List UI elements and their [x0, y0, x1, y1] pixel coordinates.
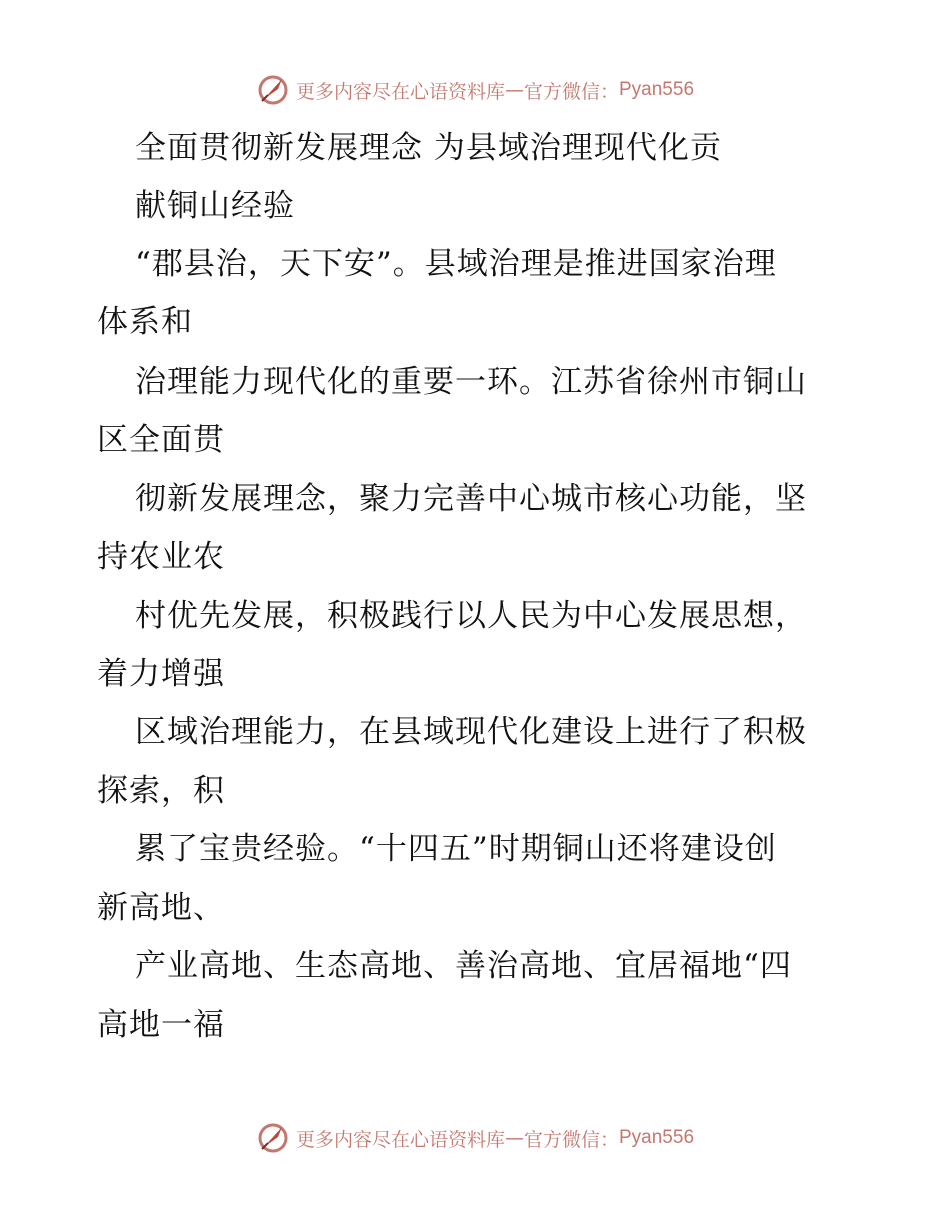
text-line: 村优先发展，积极践行以人民为中心发展思想， — [135, 598, 807, 634]
watermark-site-text: 更多内容尽在心语资料库 — [295, 80, 505, 103]
watermark-wechat-id: Pyan556 — [619, 1127, 695, 1148]
title-line: 献铜山经验 — [135, 188, 295, 224]
text-line: 彻新发展理念，聚力完善中心城市核心功能，坚 — [135, 481, 807, 517]
text-line: 探索，积 — [97, 773, 225, 809]
watermark-wechat-text: 官方微信： — [523, 1128, 619, 1151]
watermark-dash: — — [504, 1127, 524, 1149]
title-line: 全面贯彻新发展理念 为县域治理现代化贡 — [135, 130, 722, 166]
watermark-wechat-text: 官方微信： — [523, 80, 619, 103]
text-line: 体系和 — [97, 304, 193, 340]
watermark-wechat-id: Pyan556 — [619, 79, 695, 100]
text-line: “郡县治，天下安”。县域治理是推进国家治理 — [135, 246, 777, 282]
text-line: 区域治理能力，在县域现代化建设上进行了积极 — [135, 714, 807, 750]
footer-watermark — [0, 1118, 950, 1158]
text-line: 区全面贯 — [97, 422, 225, 458]
text-line: 治理能力现代化的重要一环。江苏省徐州市铜山 — [135, 364, 807, 400]
quill-pen-circle-icon — [256, 1121, 290, 1155]
text-line: 累了宝贵经验。“十四五”时期铜山还将建设创 — [135, 831, 777, 867]
text-line: 着力增强 — [97, 656, 225, 692]
quill-pen-circle-icon — [256, 73, 290, 107]
watermark-dash: — — [504, 79, 524, 101]
text-line: 新高地、 — [97, 890, 225, 926]
header-watermark — [0, 70, 950, 110]
text-line: 持农业农 — [97, 539, 225, 575]
text-line: 高地一福 — [97, 1007, 225, 1043]
text-line: 产业高地、生态高地、善治高地、宜居福地“四 — [135, 948, 792, 984]
watermark-site-text: 更多内容尽在心语资料库 — [295, 1128, 505, 1151]
